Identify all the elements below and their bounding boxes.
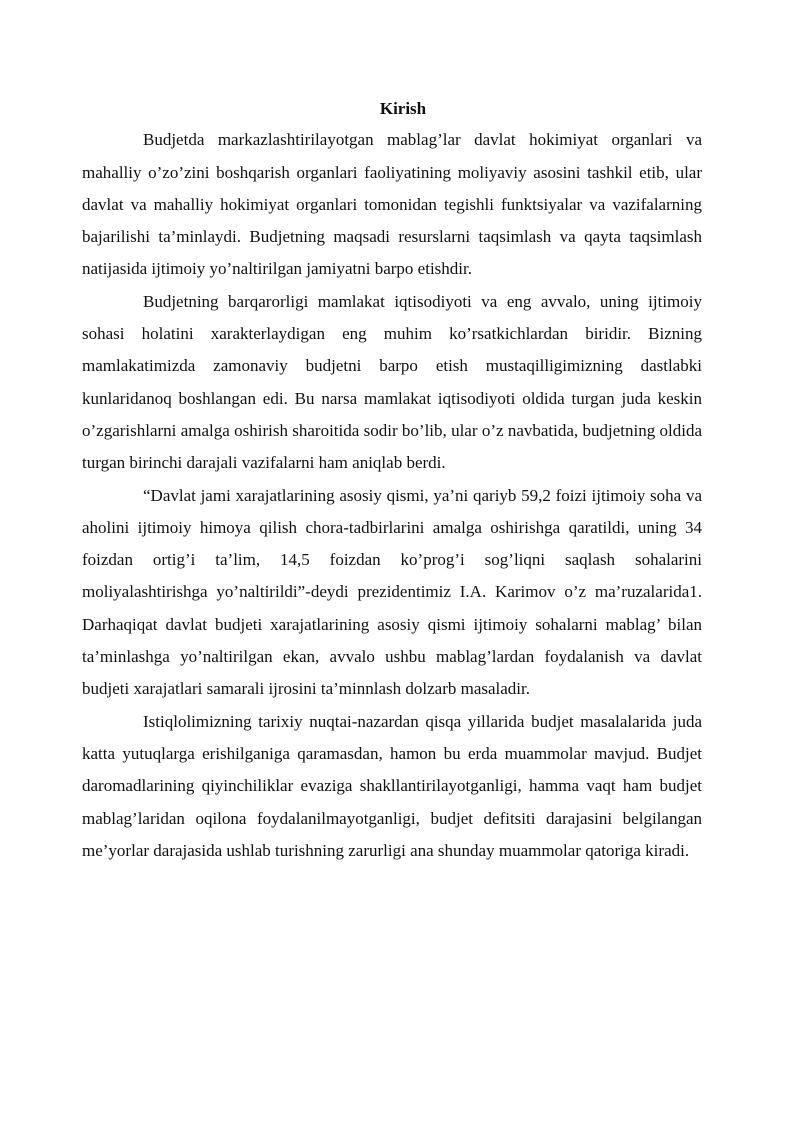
paragraph-4: Istiqlolimizning tarixiy nuqtai-nazardan qisqa yillarida budjet masalalarida juda katta yutuqlarga erishilganiga qaramasdan, hamon bu erda muammolar mavjud. Budjet daromadlarining qiyinchiliklar evaziga shakllantirilayotganligi, hamma vaqt ham budjet mablag’laridan oqilona foydalanilmayotganligi, budjet defitsiti darajasini belgilangan me’yorlar darajasida ushlab turishning zarurligi ana shunday muammolar qatoriga kiradi.: [82, 711, 702, 860]
document-title: Kirish: [379, 99, 427, 118]
paragraph-2: Budjetning barqarorligi mamlakat iqtisodiyoti va eng avvalo, uning ijtimoiy sohasi holatini xarakterlaydigan eng muhim ko’rsatkichlardan biridir. Bizning mamlakatimizda zamonaviy budjetni barpo etish mustaqilligimizning dastlabki kunlaridanoq boshlangan edi. Bu narsa mamlakat iqtisodiyoti oldida turgan juda keskin o’zgarishlarni amalga oshirish sharoitida sodir bo’lib, ular o’z navbatida, budjetning oldida turgan birinchi darajali vazifalarni ham aniqlab berdi.: [82, 291, 702, 473]
paragraph-1: Budjetda markazlashtirilayotgan mablag’lar davlat hokimiyat organlari va mahalliy o’zo’zini boshqarish organlari faoliyatining moliyaviy asosini tashkil etib, ular davlat va mahalliy hokimiyat organlari tomonidan tegishli funktsiyalar va vazifalarning bajarilishi ta’minlaydi. Budjetning maqsadi resurslarni taqsimlash va qayta taqsimlash natijasida ijtimoiy yo’naltirilgan jamiyatni barpo etishdir.: [82, 130, 702, 279]
document-page: [82, 93, 702, 867]
paragraph-3: “Davlat jami xarajatlarining asosiy qismi, ya’ni qariyb 59,2 foizi ijtimoiy soha va aholini ijtimoiy himoya qilish chora-tadbirlarini amalga oshirishga qaratildi, uning 34 foizdan ortig’i ta’lim, 14,5 foizdan ko’prog’i sog’liqni saqlash sohalarini moliyalashtirishga yo’naltirildi”-deydi prezidentimiz I.A. Karimov o’z ma’ruzalarida1. Darhaqiqat davlat budjeti xarajatlarining asosiy qismi ijtimoiy sohalarni mablag’ bilan ta’minlashga yo’naltirilgan ekan, avvalo ushbu mablag’lardan foydalanish va davlat budjeti xarajatlari samarali ijrosini ta’minnlash dolzarb masaladir.: [82, 485, 702, 699]
